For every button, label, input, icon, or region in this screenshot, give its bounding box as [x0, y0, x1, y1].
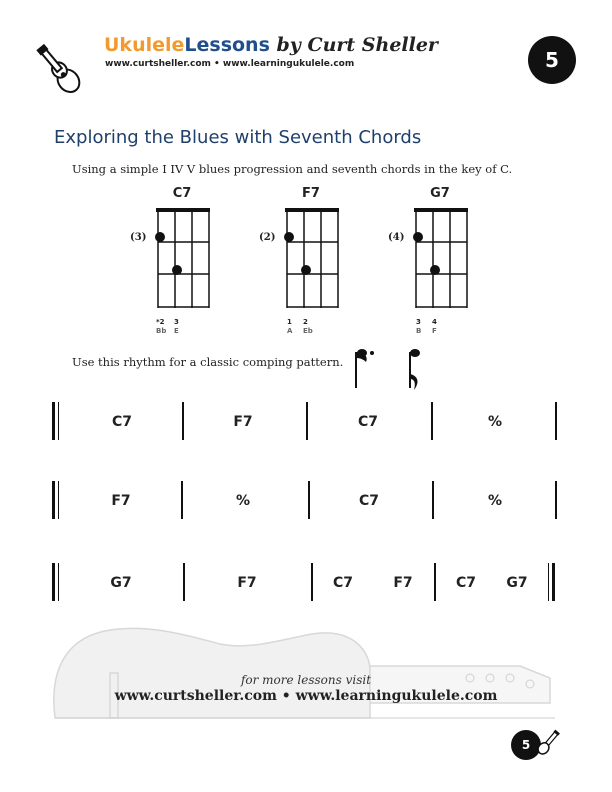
chord-grid — [283, 208, 343, 308]
finger-dot — [155, 232, 165, 242]
brand-title — [104, 34, 438, 56]
fret-number: 2 — [303, 318, 308, 326]
bar-chord: F7 — [111, 493, 131, 509]
page-title: Exploring the Blues with Seventh Chords — [54, 127, 422, 148]
chord-name: G7 — [430, 186, 450, 201]
chord-name: F7 — [302, 186, 320, 201]
repeat-sign: % — [487, 493, 503, 509]
bar-chord: G7 — [506, 575, 528, 591]
chord-diagram-g7 — [390, 186, 500, 346]
progression-row-3 — [50, 563, 562, 603]
page-number-badge: 5 — [528, 36, 576, 84]
note-name: F — [432, 327, 437, 335]
footer-sites: www.curtsheller.com • www.learningukulele.com — [114, 688, 498, 704]
footer-page-badge: 5 — [511, 730, 541, 760]
bar-chord: F7 — [393, 575, 413, 591]
rhythm-instruction: Use this rhythm for a classic comping pattern. — [72, 355, 344, 369]
finger-label: (2) — [259, 232, 276, 243]
repeat-sign: % — [235, 493, 251, 509]
chord-grid — [412, 208, 472, 308]
fret-number: *2 — [156, 318, 165, 326]
note-name: Eb — [303, 327, 313, 335]
progression-row-1 — [50, 402, 562, 442]
bar-chord: C7 — [455, 575, 476, 591]
finger-label: (4) — [388, 232, 405, 243]
finger-label: (3) — [130, 232, 147, 243]
chord-name: C7 — [172, 186, 192, 201]
chord-grid — [154, 208, 214, 308]
note-name: A — [287, 327, 293, 335]
finger-dot — [413, 232, 423, 242]
fret-number: 4 — [432, 318, 437, 326]
fret-number: 3 — [416, 318, 421, 326]
bar-chord: F7 — [237, 575, 257, 591]
bar-chord: C7 — [332, 575, 353, 591]
repeat-sign: % — [487, 414, 503, 430]
chord-diagram-c7 — [132, 186, 242, 346]
fret-number: 3 — [174, 318, 179, 326]
brand-author: by Curt Sheller — [269, 34, 438, 56]
small-ukulele-icon — [534, 728, 562, 758]
ukulele-watermark — [50, 618, 560, 723]
bar-chord: C7 — [357, 414, 378, 430]
ukulele-logo-icon — [36, 34, 98, 96]
brand-ukulele: Ukulele — [104, 34, 185, 56]
bar-chord: C7 — [111, 414, 132, 430]
header-sites: www.curtsheller.com • www.learningukulele.com — [105, 59, 355, 69]
bar-chord: G7 — [110, 575, 132, 591]
note-name: Bb — [156, 327, 167, 335]
note-name: E — [174, 327, 179, 335]
rhythm-notation-icon — [348, 346, 428, 394]
bar-chord: C7 — [358, 493, 379, 509]
brand-lessons: Lessons — [184, 34, 270, 56]
bar-chord: F7 — [233, 414, 253, 430]
footer-visit-text: for more lessons visit — [240, 673, 372, 687]
finger-dot — [284, 232, 294, 242]
fret-number: 1 — [287, 318, 292, 326]
finger-dot — [301, 265, 311, 275]
note-name: B — [416, 327, 422, 335]
finger-dot — [172, 265, 182, 275]
progression-row-2 — [50, 481, 562, 521]
finger-dot — [430, 265, 440, 275]
intro-text: Using a simple I IV V blues progression and seventh chords in the key of C. — [72, 162, 513, 176]
chord-diagram-f7 — [261, 186, 371, 346]
